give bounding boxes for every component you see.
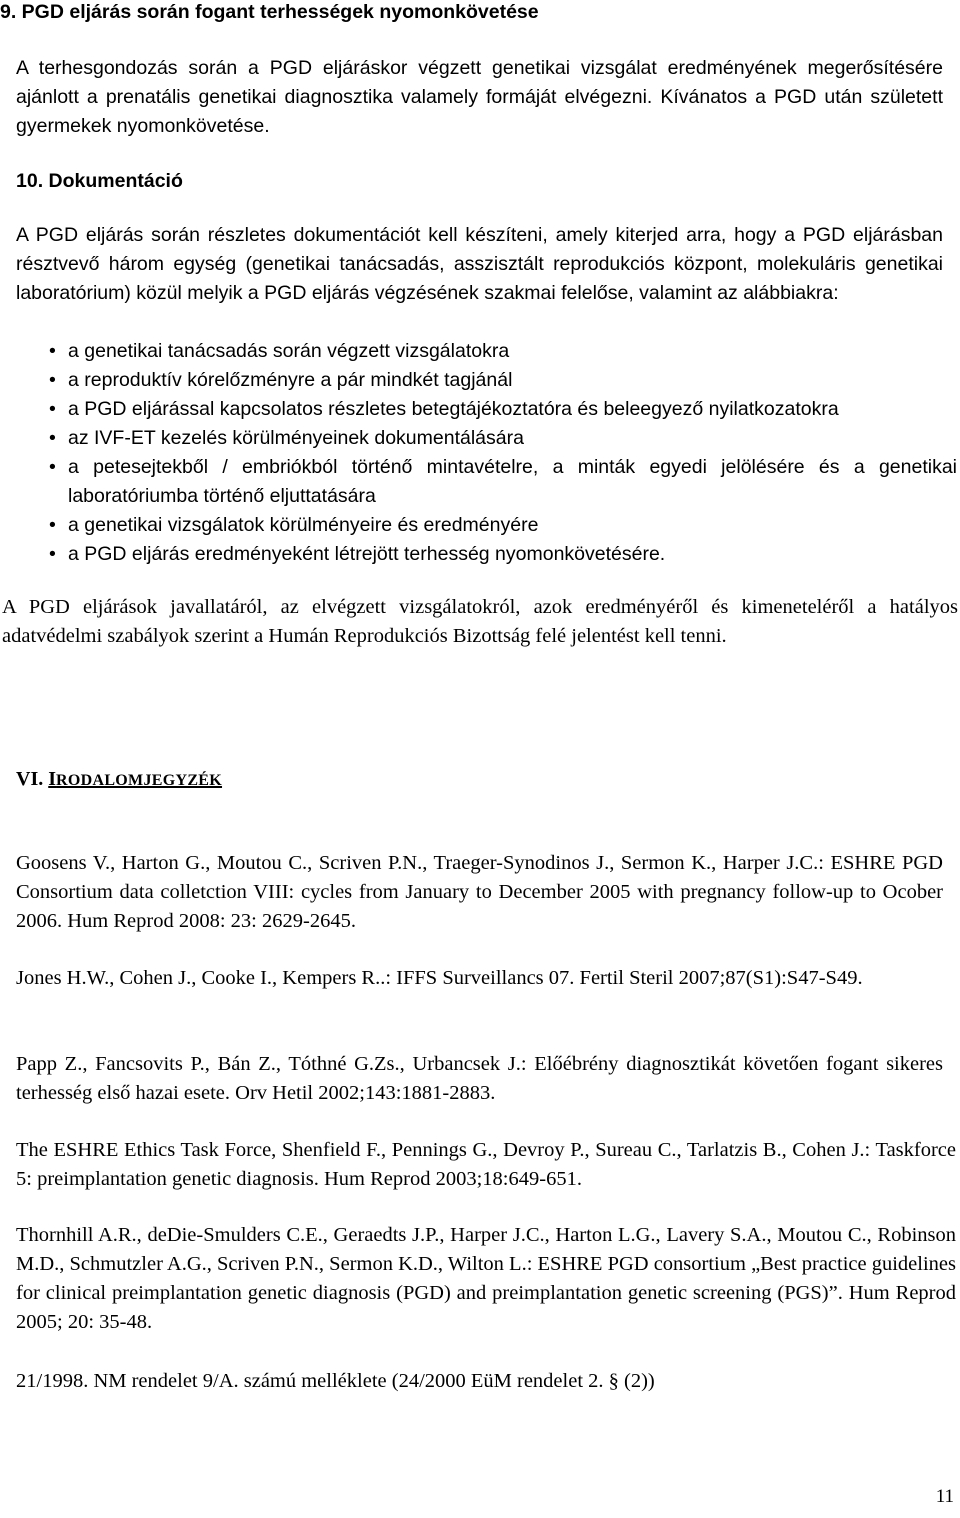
section-10-heading: 10. Dokumentáció xyxy=(16,170,183,192)
bullet-icon: • xyxy=(49,398,56,420)
reference-item: Thornhill A.R., deDie-Smulders C.E., Geraedts J.P., Harper J.C., Harton L.G., Lavery S.A., Moutou C., Robinson M.D., Schmutzler A.G., Scriven P.N., Sermon K.D., Wilton L.: ESHRE PGD consortium „Best practice guidelines for clinical preimplantation genetic diagnosis (PGD) and preimplantation genetic screening (PGS)”. Hum Reprod 2005; 20: 35-48. xyxy=(16,1224,956,1333)
bullet-icon: • xyxy=(49,456,56,478)
list-item: • a petesejtekből / embriókból történő mintavételre, a minták egyedi jelölésére és a genetikai laboratóriumba történő eljuttatására xyxy=(16,453,957,511)
section-10-intro: A PGD eljárás során részletes dokumentációt kell készíteni, amely kiterjed arra, hogy a PGD eljárásban résztvevő három egység (genetikai tanácsadás, asszisztált reprodukciós központ, molekuláris genetikai laboratórium) közül melyik a PGD eljárás végzésének szakmai felelőse, valamint az alábbiakra: xyxy=(16,224,943,304)
bullet-icon: • xyxy=(49,340,56,362)
reference-item: The ESHRE Ethics Task Force, Shenfield F., Pennings G., Devroy P., Sureau C., Tarlatzis B., Cohen J.: Taskforce 5: preimplantation genetic diagnosis. Hum Reprod 2003;18:649-651. xyxy=(16,1139,956,1190)
list-item: • az IVF-ET kezelés körülményeinek dokumentálására xyxy=(16,424,957,453)
section-title-rest: RODALOMJEGYZÉK xyxy=(56,772,223,789)
section-9-paragraph: A terhesgondozás során a PGD eljáráskor végzett genetikai vizsgálat eredményének megerősítésére ajánlott a prenatális genetikai diagnosztika valamely formáját elvégezni. Kívánatos a PGD után született gyermekek nyomonkövetése. xyxy=(16,57,943,137)
list-item: • a reproduktív kórelőzményre a pár mindkét tagjánál xyxy=(16,366,957,395)
documentation-list xyxy=(16,337,957,569)
bullet-icon: • xyxy=(49,369,56,391)
bullet-icon: • xyxy=(49,427,56,449)
reporting-paragraph: A PGD eljárások javallatáról, az elvégzett vizsgálatokról, azok eredményéről és kimeneteléről a hatályos adatvédelmi szabályok szerint a Humán Reprodukciós Bizottság felé jelentést kell tenni. xyxy=(2,596,958,647)
bullet-icon: • xyxy=(49,543,56,565)
list-item: • a genetikai tanácsadás során végzett vizsgálatokra xyxy=(16,337,957,366)
page-number: 11 xyxy=(935,1486,954,1507)
bullet-icon: • xyxy=(49,514,56,536)
section-9-heading: 9. PGD eljárás során fogant terhességek nyomonkövetése xyxy=(0,1,539,23)
reference-item: Jones H.W., Cohen J., Cooke I., Kempers R..: IFFS Surveillancs 07. Fertil Steril 2007;87(S1):S47-S49. xyxy=(16,967,863,989)
section-number: VI. xyxy=(16,768,44,790)
list-item: • a PGD eljárás eredményeként létrejött terhesség nyomonkövetésére. xyxy=(16,540,957,569)
section-title-initial: I xyxy=(48,768,57,790)
references-heading xyxy=(16,767,616,793)
reference-item: Goosens V., Harton G., Moutou C., Scriven P.N., Traeger-Synodinos J., Sermon K., Harper J.C.: ESHRE PGD Consortium data colletction VIII: cycles from January to December 2005 with pregnancy follow-up to Ocober 2006. Hum Reprod 2008: 23: 2629-2645. xyxy=(16,852,943,932)
list-item: • a PGD eljárással kapcsolatos részletes betegtájékoztatóra és beleegyező nyilatkozatokra xyxy=(16,395,957,424)
reference-item: Papp Z., Fancsovits P., Bán Z., Tóthné G.Zs., Urbancsek J.: Előébrény diagnosztikát követően fogant sikeres terhesség első hazai esete. Orv Hetil 2002;143:1881-2883. xyxy=(16,1053,943,1104)
list-item: • a genetikai vizsgálatok körülményeire és eredményére xyxy=(16,511,957,540)
reference-item: 21/1998. NM rendelet 9/A. számú melléklete (24/2000 EüM rendelet 2. § (2)) xyxy=(16,1370,655,1392)
